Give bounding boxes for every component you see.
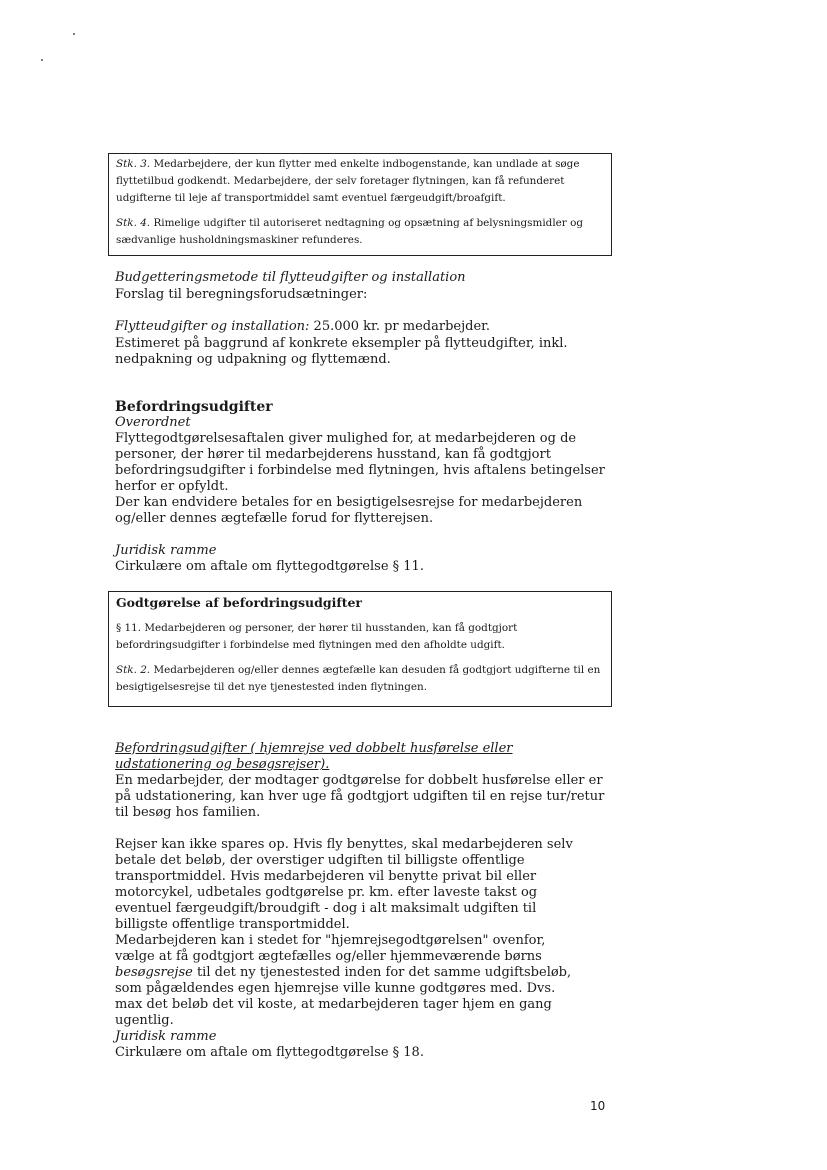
scan-speck: [73, 33, 75, 35]
paragraph-11: § 11. Medarbejderen og personer, der hører til husstanden, kan få godtgjort befordringsudgifter i forbindelse med flytningen med den afholdte udgift.: [116, 622, 518, 651]
subheading-overordnet: Overordnet: [115, 415, 191, 430]
budget-note: Estimeret på baggrund af konkrete eksempler på flytteudgifter, inkl. nedpakning og udpakning og flyttemænd.: [115, 336, 568, 367]
page-number: 10: [590, 1099, 606, 1113]
hjemrejse-title: Befordringsudgifter ( hjemrejse ved dobbelt husførelse eller udstationering og besøgsrejser).: [115, 741, 513, 772]
legal-text: Cirkulære om aftale om flyttegodtgørelse § 18.: [115, 1045, 424, 1060]
scan-speck: [41, 59, 43, 61]
legal-label: Juridisk ramme: [115, 543, 217, 558]
budget-subtitle: Forslag til beregningsforudsætninger:: [115, 287, 368, 302]
paragraph: Medarbejderen kan i stedet for "hjemrejsegodtgørelsen" ovenfor, vælge at få godtgjort ægtefælles og/eller hjemmeværende børns besøgsrejse til det ny tjenestested inden for det samme udgiftsbeløb, som pågældendes egen hjemrejse ville kunne godtgøres med. Dvs. max det beløb det vil koste, at medarbejderen tager hjem en gang ugentlig.: [115, 933, 572, 1028]
paragraph: Flyttegodtgørelsesaftalen giver mulighed for, at medarbejderen og de personer, der hører til medarbejderens husstand, kan få godtgjort befordringsudgifter i forbindelse med flytningen, hvis aftalens betingelser herfor er opfyldt.: [115, 431, 605, 494]
paragraph: En medarbejder, der modtager godtgørelse for dobbelt husførelse eller er på udstationering, kan hver uge få godtgjort udgiften til en rejse tur/retur til besøg hos familien.: [115, 773, 605, 820]
godtgorelse-box: [108, 591, 612, 707]
budget-line: Flytteudgifter og installation: 25.000 kr. pr medarbejder.: [115, 319, 491, 334]
stk-2-paragraph: Stk. 2. Medarbejderen og/eller dennes ægtefælle kan desuden få godtgjort udgifterne til en besigtigelsesrejse til det nye tjenestested inden flytningen.: [116, 664, 601, 693]
paragraph: Rejser kan ikke spares op. Hvis fly benyttes, skal medarbejderen selv betale det beløb, der overstiger udgiften til billigste offentlige transportmiddel. Hvis medarbejderen vil benytte privat bil eller motorcykel, udbetales godtgørelse pr. km. efter laveste takst og eventuel færgeudgift/broudgift - dog i alt maksimalt udgiften til billigste offentlige transportmiddel.: [115, 837, 573, 932]
stk-4-paragraph: Stk. 4. Rimelige udgifter til autoriseret nedtagning og opsætning af belysningsmidler og sædvanlige husholdningsmaskiner refunderes.: [116, 217, 583, 246]
legal-text: Cirkulære om aftale om flyttegodtgørelse § 11.: [115, 559, 424, 574]
legal-label: Juridisk ramme: [115, 1029, 217, 1044]
stk-3-paragraph: Stk. 3. Medarbejdere, der kun flytter med enkelte indbogenstande, kan undlade at søge flyttetilbud godkendt. Medarbejdere, der selv foretager flytningen, kan få refunderet udgifterne til leje af transportmiddel samt eventuel færgeudgift/broafgift.: [116, 158, 580, 204]
section-heading: Befordringsudgifter: [115, 399, 273, 415]
budget-title: Budgetteringsmetode til flytteudgifter og installation: [115, 270, 466, 285]
stk-box-1: [108, 153, 612, 256]
paragraph: Der kan endvidere betales for en besigtigelsesrejse for medarbejderen og/eller dennes ægtefælle forud for flytterejsen.: [115, 495, 583, 526]
box-heading: Godtgørelse af befordringsudgifter: [116, 595, 363, 610]
